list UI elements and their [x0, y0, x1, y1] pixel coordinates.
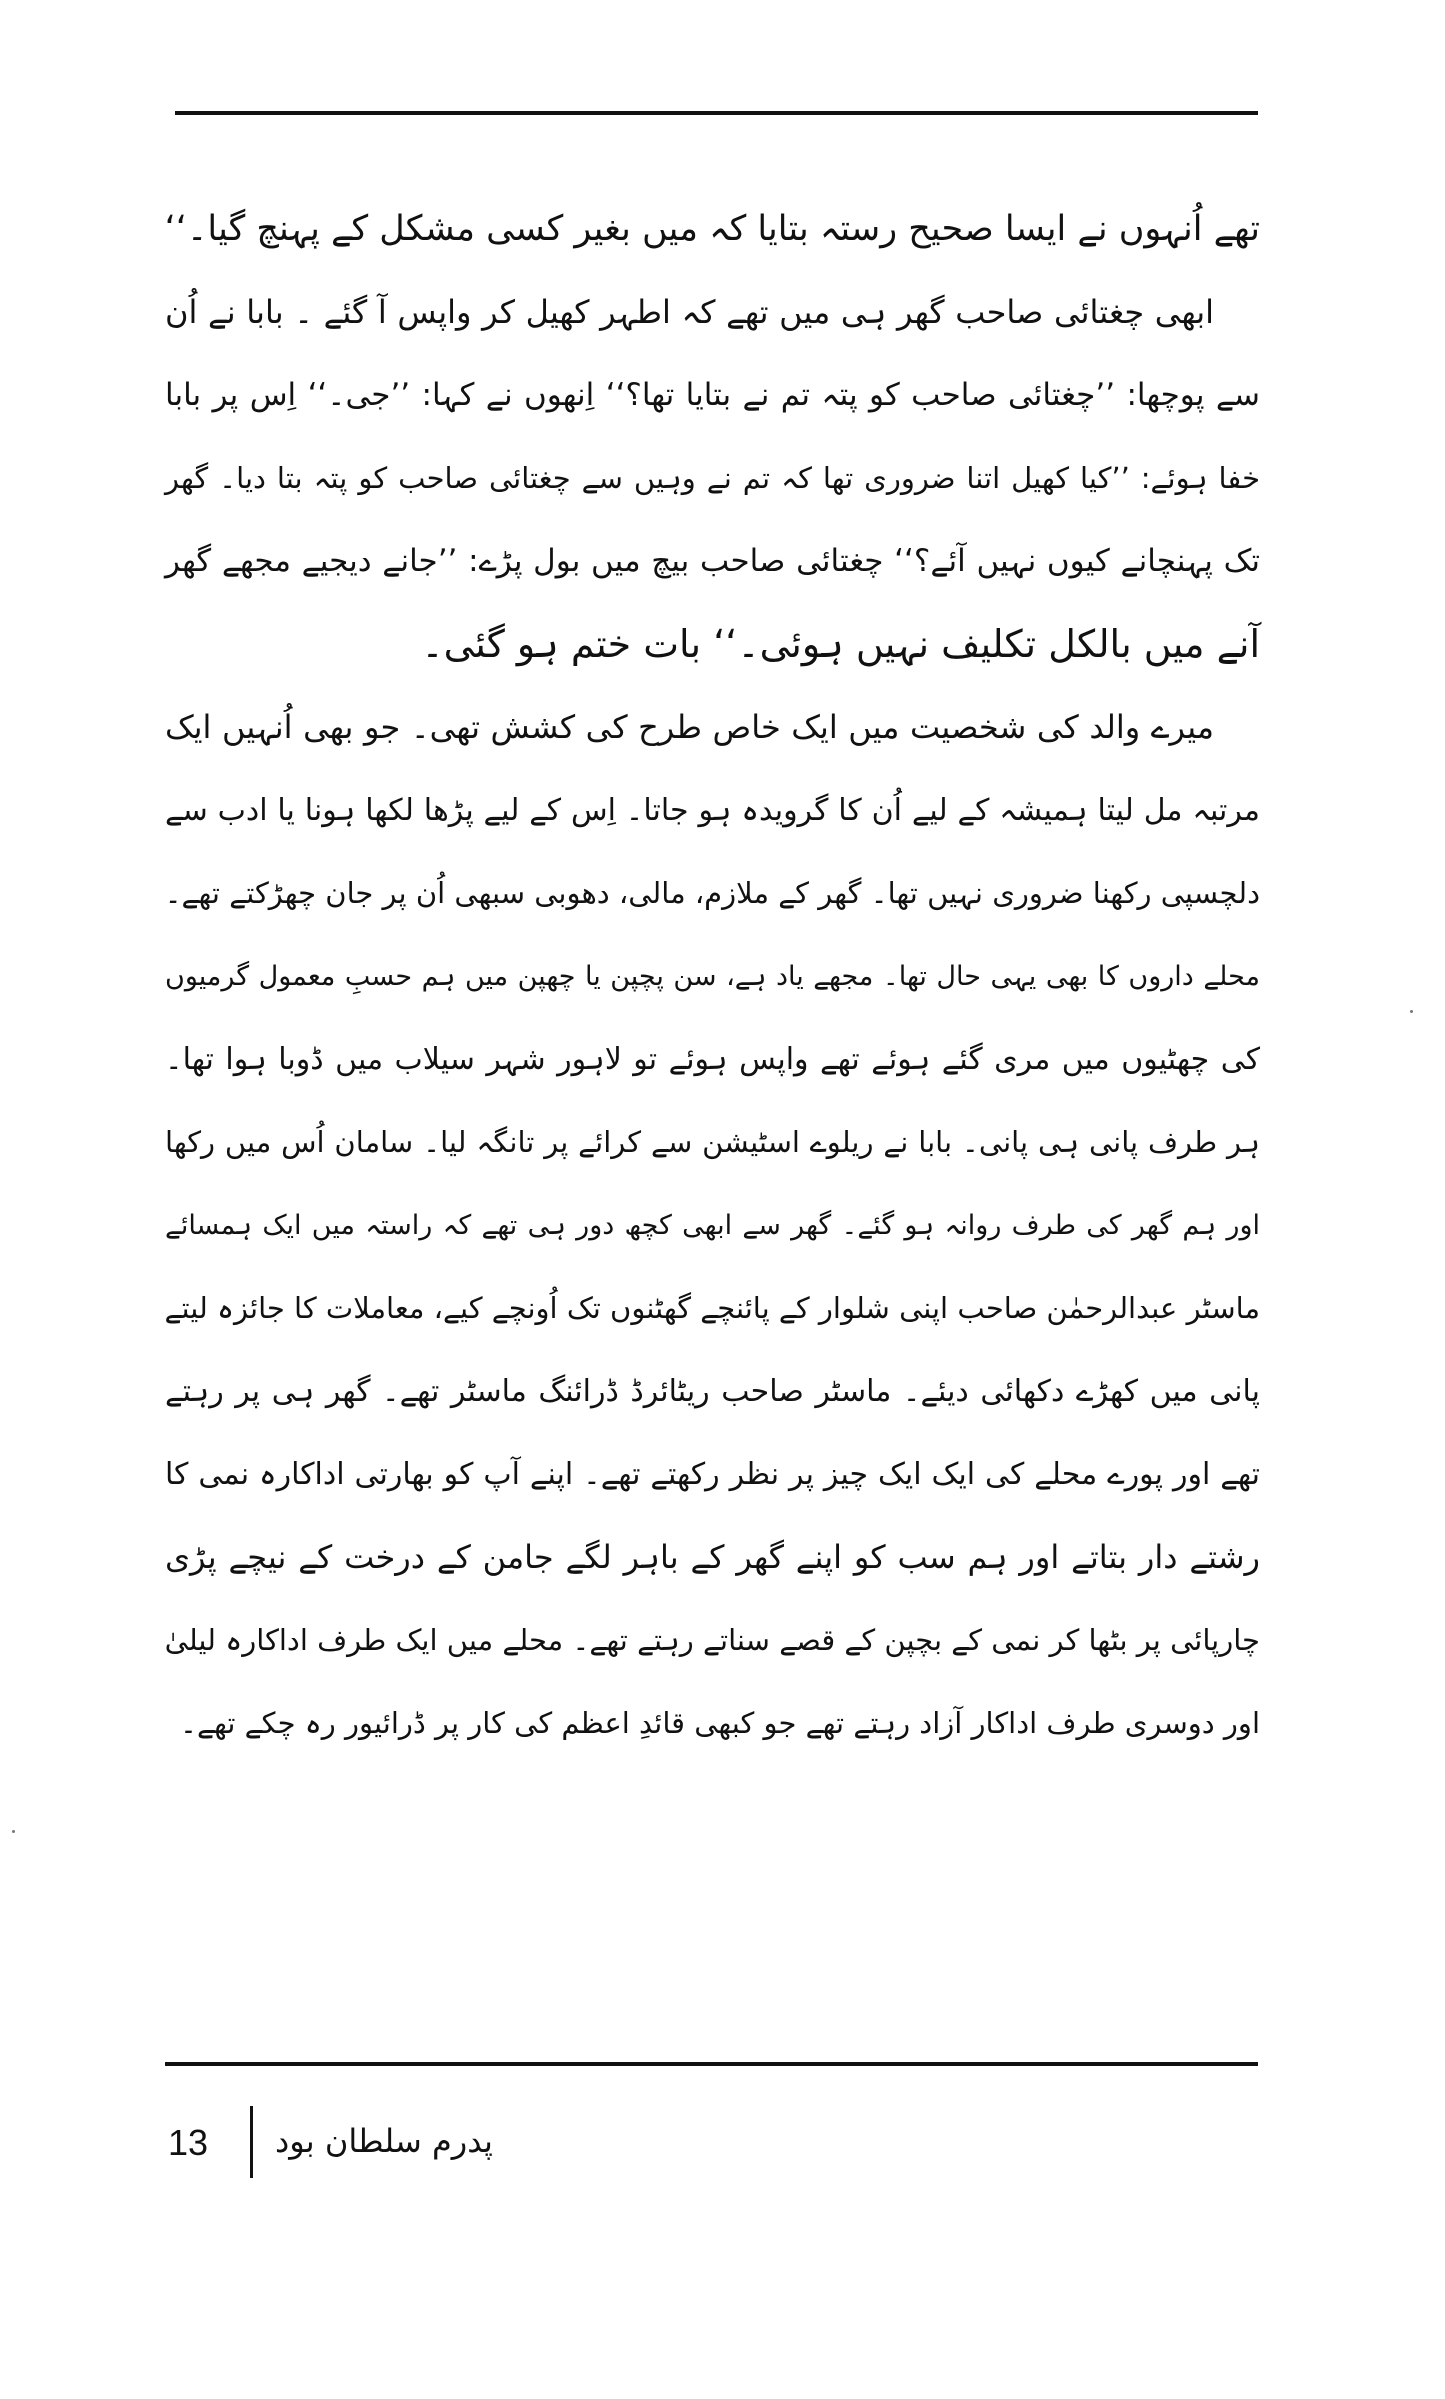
text-line: سے پوچھا: ’’چغتائی صاحب کو پتہ تم نے بتایا تھا؟‘‘ اِنھوں نے کہا: ’’جی۔‘‘ اِس پر بابا — [165, 377, 1260, 413]
page-footer — [0, 2106, 1445, 2186]
text-line: پانی میں کھڑے دکھائی دیئے۔ ماسٹر صاحب ریٹائرڈ ڈرائنگ ماسٹر تھے۔ گھر ہی پر رہتے — [165, 1374, 1260, 1409]
page-body-text — [165, 188, 1260, 1765]
text-line: محلے داروں کا بھی یہی حال تھا۔ مجھے یاد ہے، سن پچپن یا چھپن میں ہم حسبِ معمول گرمیوں — [165, 961, 1260, 992]
bottom-rule — [165, 2062, 1258, 2066]
scan-speck — [12, 1830, 15, 1833]
book-title: پدرم سلطان بود — [275, 2122, 493, 2160]
text-line: رشتے دار بتاتے اور ہم سب کو اپنے گھر کے باہر لگے جامن کے درخت کے نیچے پڑی — [165, 1538, 1260, 1576]
text-line: میرے والد کی شخصیت میں ایک خاص طرح کی کشش تھی۔ جو بھی اُنہیں ایک — [165, 708, 1214, 746]
page-number: 13 — [168, 2122, 209, 2163]
text-line: ہر طرف پانی ہی پانی۔ بابا نے ریلوے اسٹیشن سے کرائے پر تانگہ لیا۔ سامان اُس میں رکھا — [165, 1125, 1260, 1159]
text-line: آنے میں بالکل تکلیف نہیں ہوئی۔‘‘ بات ختم ہو گئی۔ — [421, 622, 1260, 666]
text-line: دلچسپی رکھنا ضروری نہیں تھا۔ گھر کے ملازم، مالی، دھوبی سبھی اُن پر جان چھڑکتے تھے۔ — [164, 876, 1260, 910]
text-line: ابھی چغتائی صاحب گھر ہی میں تھے کہ اطہر کھیل کر واپس آ گئے ۔ بابا نے اُن — [165, 293, 1214, 331]
top-rule — [175, 111, 1258, 115]
text-line: تک پہنچانے کیوں نہیں آئے؟‘‘ چغتائی صاحب بیچ میں بول پڑے: ’’جانے دیجیے مجھے گھر — [165, 543, 1260, 579]
text-line: اور ہم گھر کی طرف روانہ ہو گئے۔ گھر سے ابھی کچھ دور ہی تھے کہ راستہ میں ایک ہمسائے — [165, 1210, 1260, 1241]
text-line: ماسٹر عبدالرحمٰن صاحب اپنی شلوار کے پائنچے گھٹنوں تک اُونچے کیے، معاملات کا جائزہ لیتے — [164, 1291, 1260, 1325]
text-line: خفا ہوئے: ’’کیا کھیل اتنا ضروری تھا کہ تم نے وہیں سے چغتائی صاحب کو پتہ بتا دیا۔ گھر — [165, 461, 1260, 495]
text-line: مرتبہ مل لیتا ہمیشہ کے لیے اُن کا گرویدہ ہو جاتا۔ اِس کے لیے پڑھا لکھا ہونا یا ادب سے — [165, 793, 1260, 828]
footer-divider — [250, 2106, 253, 2178]
text-line: چارپائی پر بٹھا کر نمی کے بچپن کے قصے سناتے رہتے تھے۔ محلے میں ایک طرف اداکارہ لیلیٰ — [164, 1623, 1260, 1657]
scan-speck — [1410, 1010, 1413, 1013]
text-line: کی چھٹیوں میں مری گئے ہوئے تھے واپس ہوئے تو لاہور شہر سیلاب میں ڈوبا ہوا تھا۔ — [165, 1042, 1260, 1077]
text-line: تھے اور پورے محلے کی ایک ایک چیز پر نظر رکھتے تھے۔ اپنے آپ کو بھارتی اداکارہ نمی کا — [165, 1457, 1260, 1492]
text-line: اور دوسری طرف اداکار آزاد رہتے تھے جو کبھی قائدِ اعظم کی کار پر ڈرائیور رہ چکے تھے۔ — [180, 1706, 1260, 1740]
text-line: تھے اُنہوں نے ایسا صحیح رستہ بتایا کہ میں بغیر کسی مشکل کے پہنچ گیا۔‘‘ — [164, 209, 1260, 249]
